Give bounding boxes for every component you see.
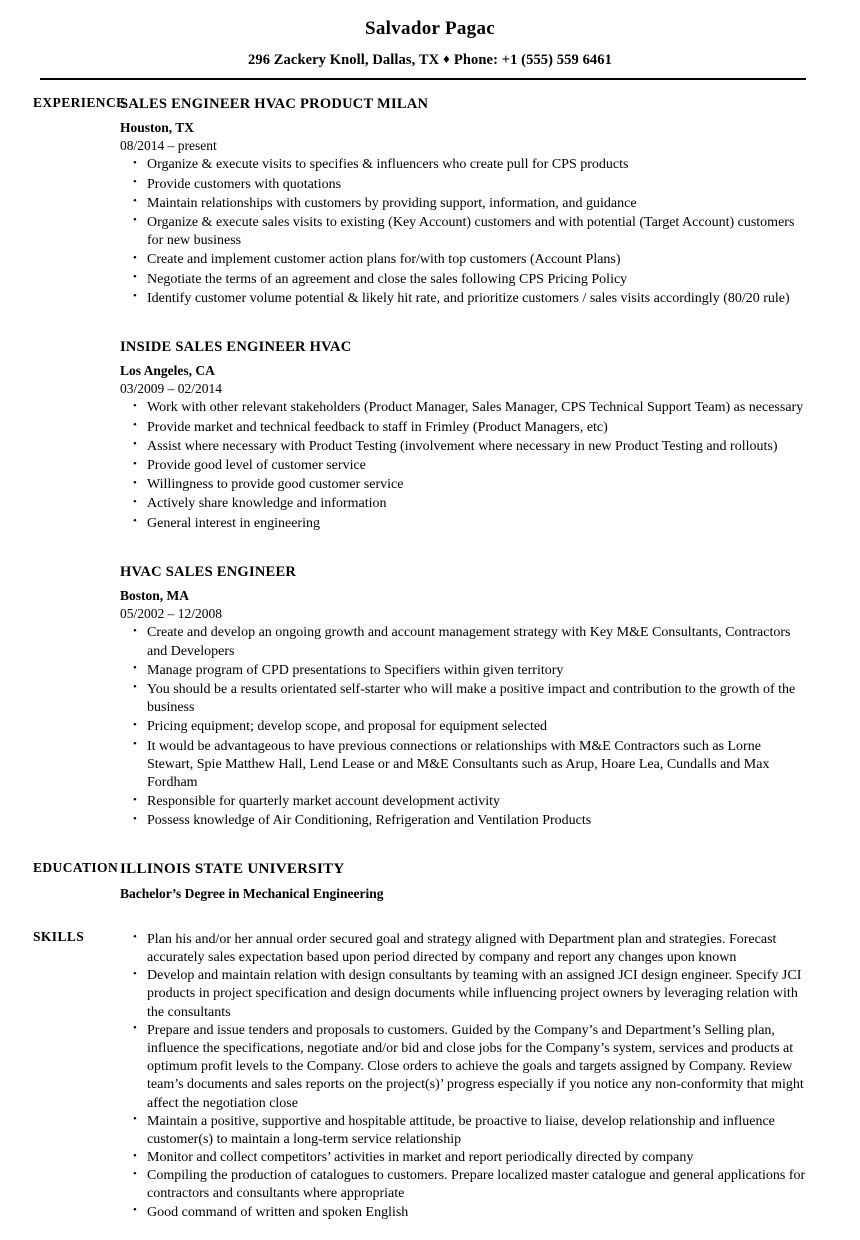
section-label-skills: SKILLS bbox=[33, 928, 85, 944]
education-section bbox=[0, 860, 860, 902]
list-item: • Actively share knowledge and information bbox=[120, 495, 808, 513]
skills-bullet-list bbox=[120, 931, 808, 1222]
contact-phone: Phone: +1 (555) 559 6461 bbox=[453, 51, 612, 68]
job-bullet-list bbox=[120, 156, 808, 308]
list-item: • Develop and maintain relation with design consultants by teaming with an assigned JCI design engineer. Specify JCI products in project specification and design documents while influencing project owners by leveraging relation with the consultants bbox=[120, 967, 808, 1022]
list-item: • Create and develop an ongoing growth and account management strategy with Key M&E Consultants, Contractors and Developers bbox=[120, 624, 808, 660]
resume-header bbox=[0, 0, 860, 69]
job-dates: 05/2002 – 12/2008 bbox=[120, 605, 223, 621]
job-dates: 03/2009 – 02/2014 bbox=[120, 380, 223, 396]
list-item: • Monitor and collect competitors’ activities in market and report periodically directed by company bbox=[120, 1149, 808, 1167]
education-degree: Bachelor’s Degree in Mechanical Engineering bbox=[120, 885, 384, 901]
section-label-experience: EXPERIENCE bbox=[33, 94, 126, 110]
job-dates: 08/2014 – present bbox=[120, 137, 217, 153]
experience-body bbox=[120, 95, 860, 831]
list-item: • Work with other relevant stakeholders (Product Manager, Sales Manager, CPS Technical Support Team) as necessary bbox=[120, 399, 808, 417]
list-item: • Possess knowledge of Air Conditioning, Refrigeration and Ventilation Products bbox=[120, 812, 808, 830]
job-bullet-list bbox=[120, 624, 808, 830]
list-item: • Prepare and issue tenders and proposals to customers. Guided by the Company’s and Department’s Selling plan, influence the specifications, negotiate and/or bid and close jobs for the Company’s system, services and products at optimum profit levels to the Company. Close orders to achieve the goals and targets assigned by Company. Review team’s documents and sales reports on the project(s)’ progress especially if you notice any non-conformity that might affect the negotiation close bbox=[120, 1022, 808, 1113]
list-item: • Manage program of CPD presentations to Specifiers within given territory bbox=[120, 662, 808, 680]
job-bullet-list bbox=[120, 399, 808, 532]
contact-address: 296 Zackery Knoll, Dallas, TX bbox=[248, 51, 440, 68]
experience-section bbox=[0, 95, 860, 831]
list-item: • Organize & execute visits to specifies & influencers who create pull for CPS products bbox=[120, 156, 808, 174]
job-title: SALES ENGINEER HVAC PRODUCT MILAN bbox=[120, 95, 429, 112]
list-item: • Maintain relationships with customers by providing support, information, and guidance bbox=[120, 195, 808, 213]
header-divider bbox=[40, 78, 806, 80]
skills-section bbox=[0, 929, 860, 1222]
list-item: • Assist where necessary with Product Testing (involvement where necessary in new Product Testing and rollouts) bbox=[120, 438, 808, 456]
experience-entry bbox=[120, 95, 808, 308]
experience-entry bbox=[120, 563, 808, 831]
list-item: • Create and implement customer action plans for/with top customers (Account Plans) bbox=[120, 251, 808, 269]
list-item: • It would be advantageous to have previous connections or relationships with M&E Contractors such as Lorne Stewart, Spie Matthew Hall, Lend Lease or and M&E Consultants such as Arup, Hoare Lea, Cundalls and Max Fordham bbox=[120, 738, 808, 793]
job-location: Boston, MA bbox=[120, 587, 190, 603]
list-item: • Identify customer volume potential & likely hit rate, and prioritize customers / sales visits accordingly (80/20 rule) bbox=[120, 290, 808, 308]
list-item: • Plan his and/or her annual order secured goal and strategy aligned with Department plan and strategies. Forecast accurately sales expectation based upon period directed by company and report any changes upon known bbox=[120, 931, 808, 967]
candidate-name: Salvador Pagac bbox=[365, 18, 495, 39]
list-item: • Pricing equipment; develop scope, and proposal for equipment selected bbox=[120, 718, 808, 736]
job-title: HVAC SALES ENGINEER bbox=[120, 563, 297, 580]
list-item: • Negotiate the terms of an agreement and close the sales following CPS Pricing Policy bbox=[120, 271, 808, 289]
education-school: ILLINOIS STATE UNIVERSITY bbox=[120, 861, 345, 878]
list-item: • Provide market and technical feedback to staff in Frimley (Product Managers, etc) bbox=[120, 419, 808, 437]
list-item: • You should be a results orientated self-starter who will make a positive impact and contribution to the growth of the business bbox=[120, 681, 808, 717]
diamond-separator-icon: ♦ bbox=[443, 50, 450, 66]
job-location: Los Angeles, CA bbox=[120, 362, 215, 378]
contact-line bbox=[0, 52, 860, 69]
list-item: • Good command of written and spoken English bbox=[120, 1204, 808, 1222]
list-item: • Compiling the production of catalogues to customers. Prepare localized master catalogue and general applications for contractors and consultants where appropriate bbox=[120, 1167, 808, 1203]
experience-entry bbox=[120, 338, 808, 533]
list-item: • General interest in engineering bbox=[120, 515, 808, 533]
job-title: INSIDE SALES ENGINEER HVAC bbox=[120, 338, 352, 355]
list-item: • Responsible for quarterly market account development activity bbox=[120, 793, 808, 811]
education-entry bbox=[120, 860, 808, 902]
list-item: • Willingness to provide good customer service bbox=[120, 476, 808, 494]
list-item: • Provide good level of customer service bbox=[120, 457, 808, 475]
skills-body bbox=[120, 929, 860, 1222]
list-item: • Organize & execute sales visits to existing (Key Account) customers and with potential (Target Account) customers for new business bbox=[120, 214, 808, 250]
education-body bbox=[120, 860, 860, 902]
section-label-education: EDUCATION bbox=[33, 860, 119, 876]
job-location: Houston, TX bbox=[120, 119, 195, 135]
list-item: • Maintain a positive, supportive and hospitable attitude, be proactive to liaise, develop relationship and influence customer(s) to maintain a long-term service relationship bbox=[120, 1113, 808, 1149]
list-item: • Provide customers with quotations bbox=[120, 176, 808, 194]
